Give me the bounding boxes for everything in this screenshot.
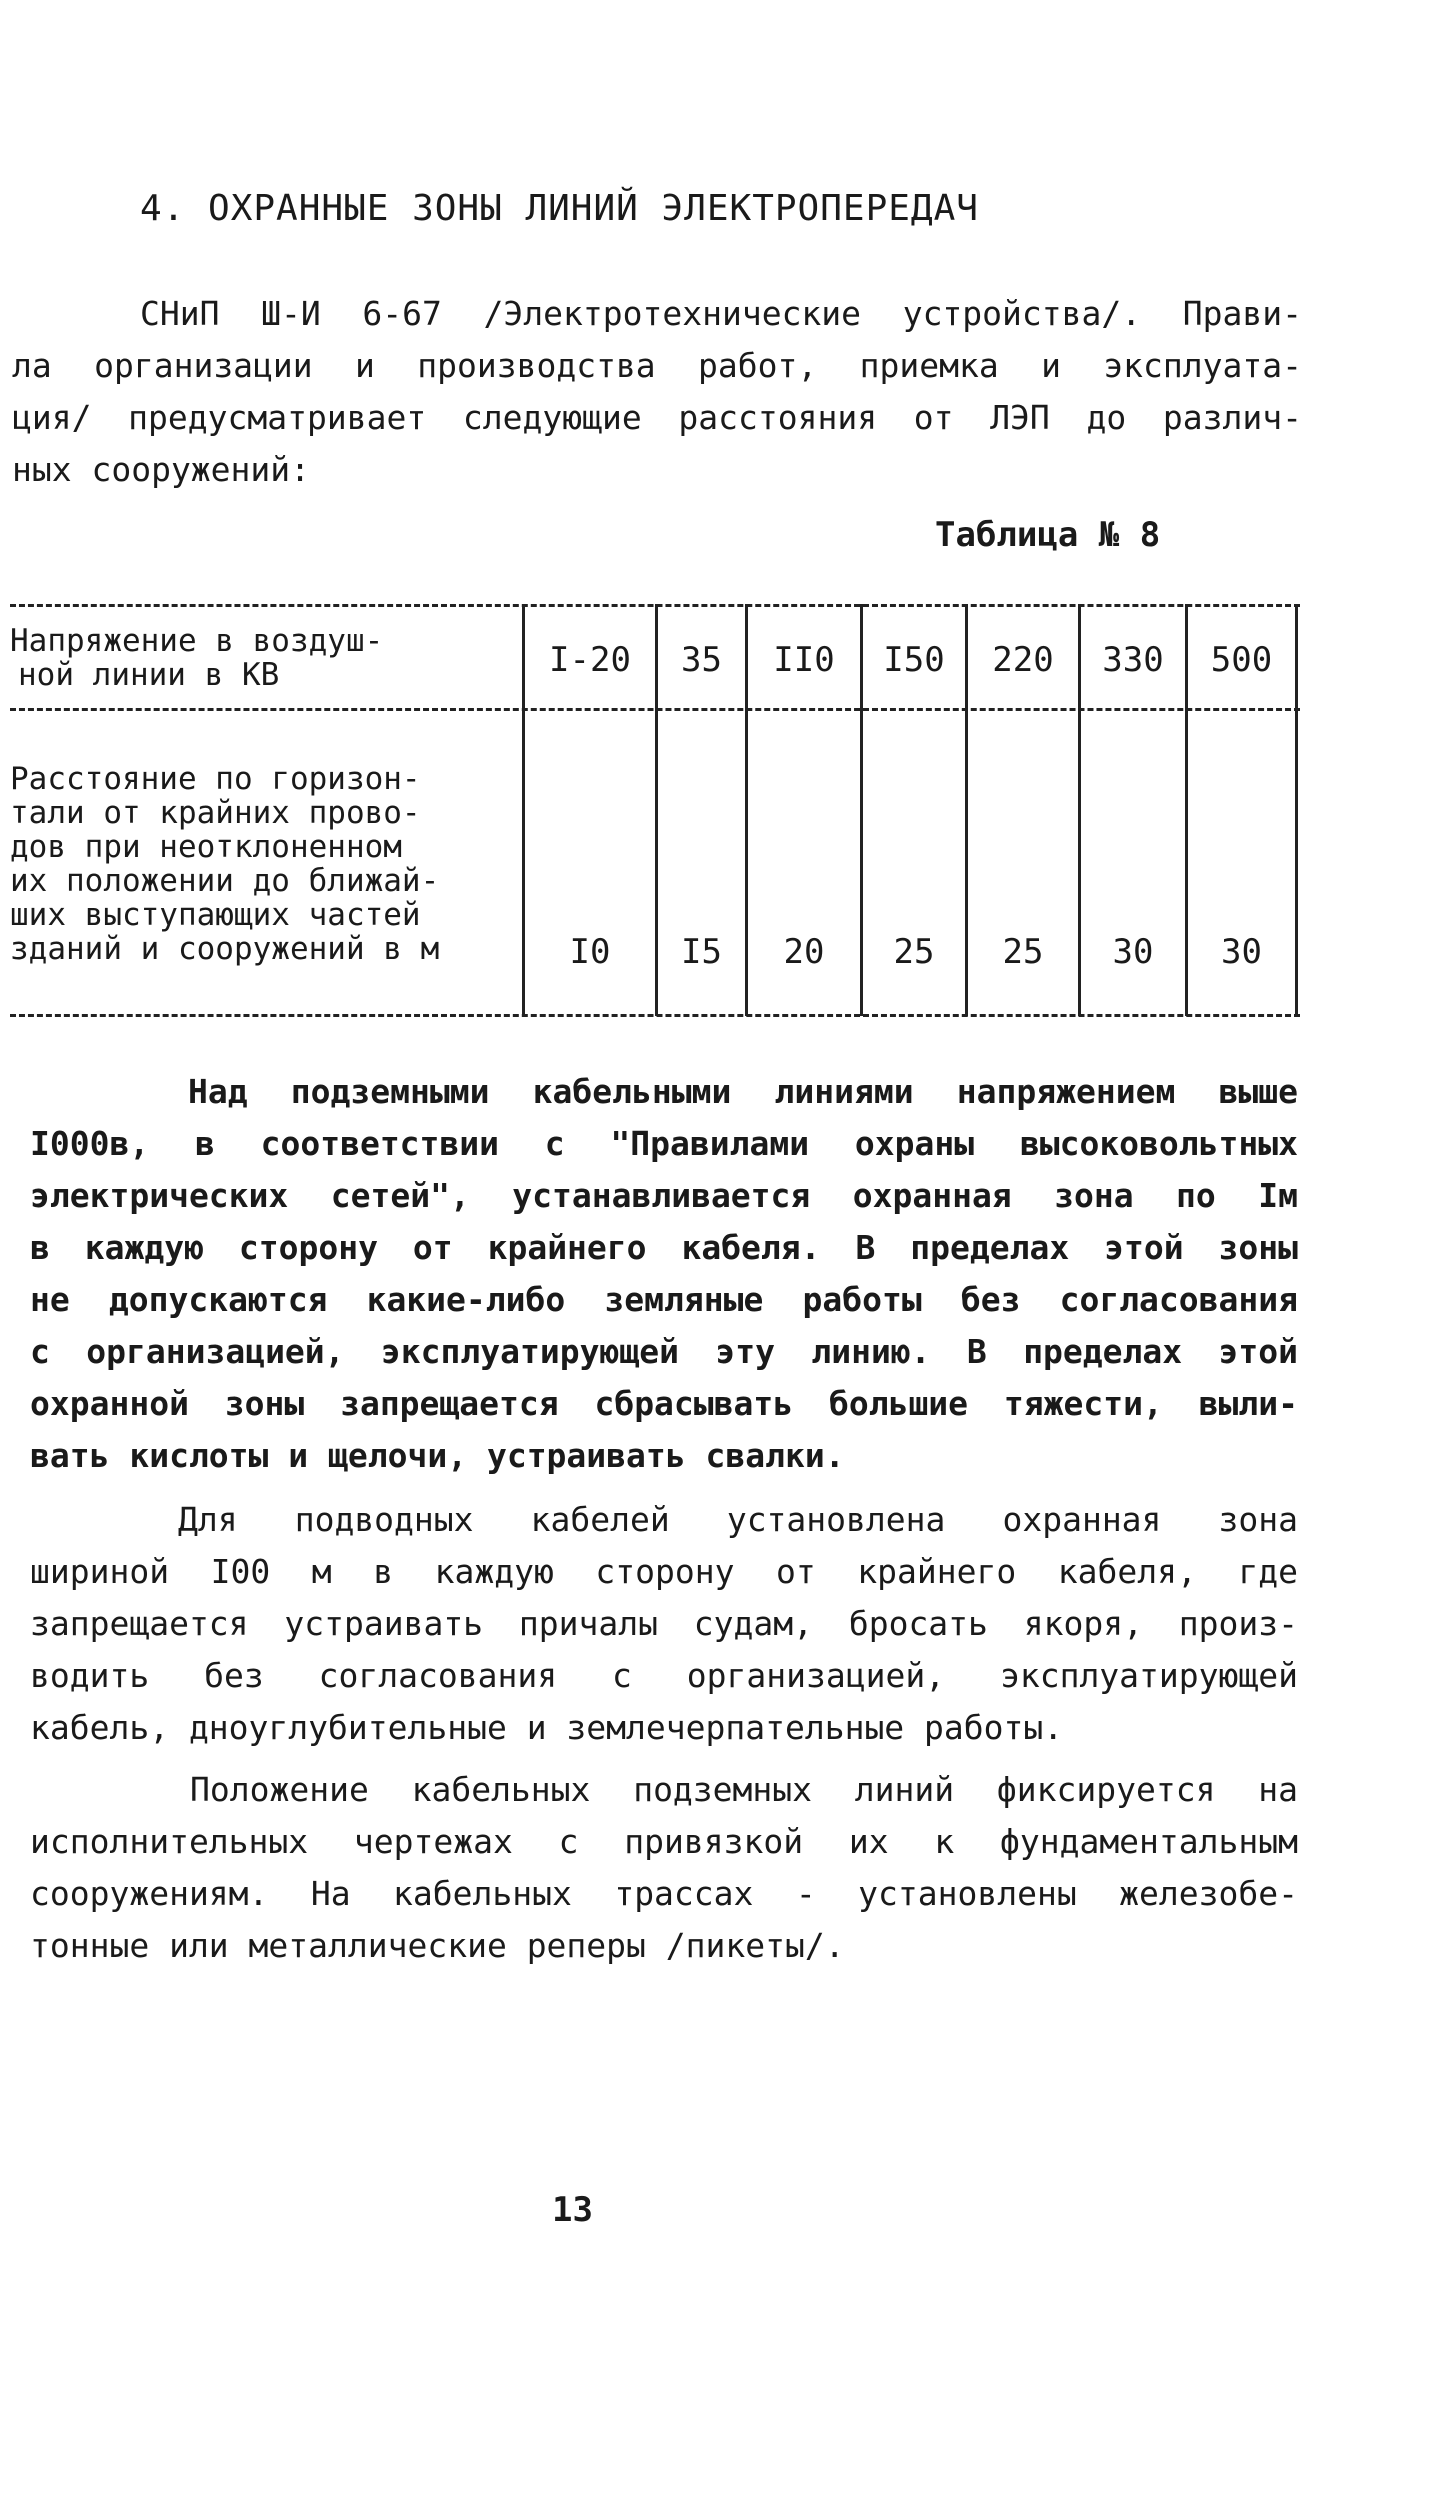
paragraph-line: запрещается устраивать причалы судам, бросать якоря, произ-: [30, 1604, 1298, 1643]
paragraph-line: не допускаются какие-либо земляные работы без согласования: [30, 1280, 1298, 1319]
voltage-cell: 330: [1102, 640, 1164, 680]
paragraph-line: ция/ предусматривает следующие расстояния от ЛЭП до различ-: [12, 398, 1302, 437]
paragraph-line: ных сооружений:: [12, 450, 311, 489]
row-header-line: ной линии в КВ: [18, 657, 280, 693]
table-caption: Таблица № 8: [935, 515, 1161, 555]
paragraph-line: исполнительных чертежах с привязкой их к фундаментальным: [30, 1822, 1298, 1861]
section-heading: 4. ОХРАННЫЕ ЗОНЫ ЛИНИЙ ЭЛЕКТРОПЕРЕДАЧ: [140, 188, 979, 229]
distance-cell: 20: [783, 932, 825, 972]
distance-cell: I0: [569, 932, 611, 972]
row-header-line: ших выступающих частей: [10, 897, 421, 933]
paragraph-line: кабель, дноуглубительные и землечерпательные работы.: [30, 1708, 1064, 1747]
distance-table: [10, 600, 1300, 1020]
row-header-line: зданий и сооружений в м: [10, 931, 440, 967]
paragraph-cable-position: [30, 1764, 1298, 1972]
paragraph-underwater-cables: [30, 1494, 1298, 1754]
paragraph-line: шириной I00 м в каждую сторону от крайнего кабеля, где: [30, 1552, 1298, 1591]
distance-cell: 25: [1002, 932, 1044, 972]
paragraph-line: ла организации и производства работ, приемка и эксплуата-: [12, 346, 1302, 385]
voltage-cell: 220: [992, 640, 1054, 680]
paragraph-line: электрических сетей", устанавливается охранная зона по Iм: [30, 1176, 1298, 1215]
paragraph-line: Положение кабельных подземных линий фиксируется на: [190, 1770, 1298, 1809]
voltage-cell: I-20: [549, 640, 631, 680]
paragraph-line: Для подводных кабелей установлена охранная зона: [178, 1500, 1298, 1539]
paragraph-line: с организацией, эксплуатирующей эту линию. В пределах этой: [30, 1332, 1298, 1371]
row-header-line: их положении до ближай-: [10, 863, 440, 899]
voltage-cell: 500: [1210, 640, 1273, 680]
paragraph-line: I000в, в соответствии с "Правилами охраны высоковольтных: [30, 1124, 1298, 1163]
paragraph-line: в каждую сторону от крайнего кабеля. В пределах этой зоны: [30, 1228, 1298, 1267]
page-number: 13: [552, 2190, 593, 2230]
paragraph-underground-cables: [30, 1066, 1298, 1482]
row-header-line: тали от крайних прово-: [10, 795, 421, 831]
row-header-line: дов при неотклоненном: [10, 829, 402, 865]
row-header-line: Напряжение в воздуш-: [10, 623, 384, 659]
voltage-cell: I50: [883, 640, 945, 680]
paragraph-snip-reference: [12, 288, 1302, 496]
row-header-distance: [10, 762, 439, 966]
paragraph-line: Над подземными кабельными линиями напряжением выше: [188, 1072, 1298, 1111]
row-header-line: Расстояние по горизон-: [10, 761, 421, 797]
distance-cell: I5: [681, 932, 722, 972]
paragraph-line: водить без согласования с организацией, эксплуатирующей: [30, 1656, 1298, 1695]
voltage-cell: 35: [681, 640, 722, 680]
paragraph-line: вать кислоты и щелочи, устраивать свалки.: [30, 1436, 845, 1475]
paragraph-line: охранной зоны запрещается сбрасывать большие тяжести, выли-: [30, 1384, 1298, 1423]
paragraph-line: сооружениям. На кабельных трассах - установлены железобе-: [30, 1874, 1298, 1913]
distance-cell: 30: [1221, 932, 1262, 972]
paragraph-line: СНиП Ш-И 6-67 /Электротехнические устройства/. Прави-: [140, 294, 1302, 333]
distance-cell: 25: [893, 932, 935, 972]
voltage-cell: II0: [773, 640, 835, 680]
paragraph-line: тонные или металлические реперы /пикеты/.: [30, 1926, 845, 1965]
distance-cell: 30: [1112, 932, 1154, 972]
row-header-voltage: [10, 624, 383, 692]
table-column-divider: [1295, 604, 1298, 1016]
